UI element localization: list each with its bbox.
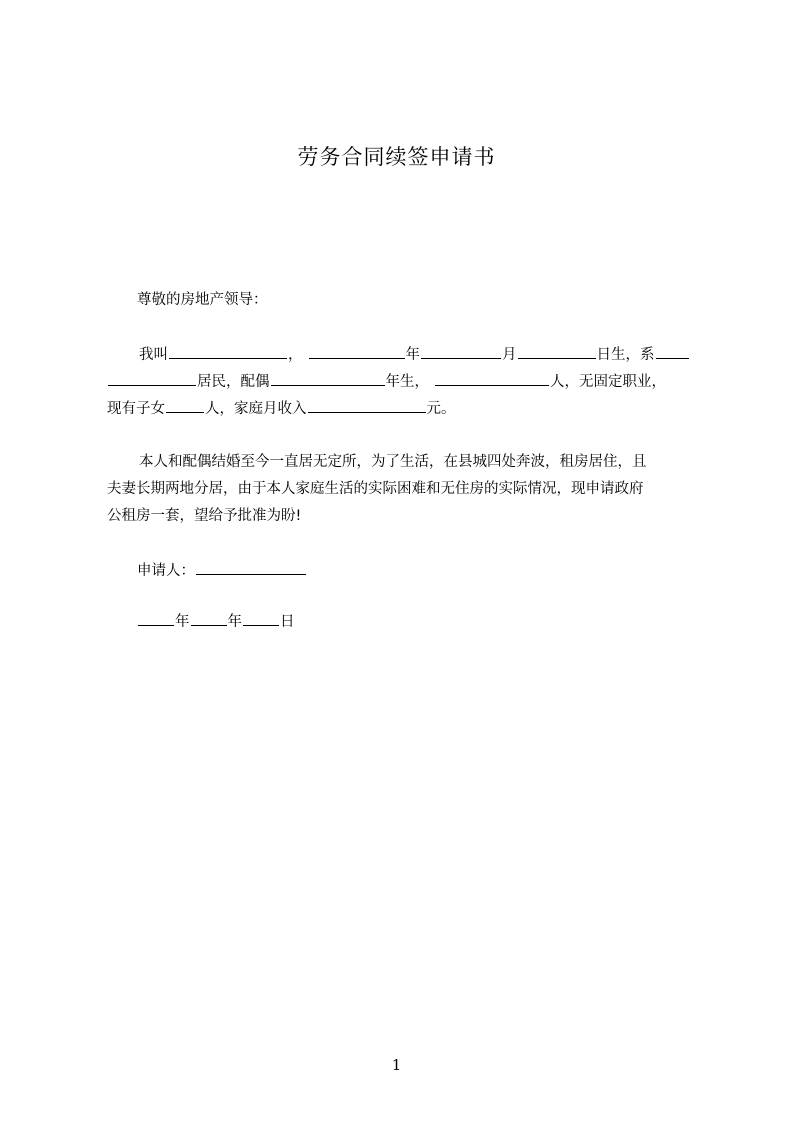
applicant-line: [137, 560, 737, 581]
date-month-blank: [191, 611, 227, 626]
birth-month-blank: [421, 344, 501, 359]
date-year-blank: [138, 611, 174, 626]
children-count-blank: [166, 398, 204, 413]
text-fragment: 日生，系: [596, 347, 655, 363]
birth-year-blank: [309, 344, 405, 359]
text-fragment: 人，家庭月收入: [205, 401, 307, 417]
page-number: 1: [391, 1056, 402, 1074]
text-fragment: 现有子女: [107, 401, 165, 417]
applicant-signature-blank: [196, 560, 306, 575]
text-fragment: 我叫: [139, 347, 168, 363]
date-line: [137, 611, 737, 632]
paragraph-2-line-2: 夫妻长期两地分居，由于本人家庭生活的实际困难和无住房的实际情况，现申请政府: [107, 481, 644, 497]
spouse-residence-blank: [435, 371, 549, 386]
residence-blank-start: [656, 344, 689, 359]
date-day-label: 日: [280, 614, 295, 630]
text-fragment: 年生，: [385, 374, 429, 390]
monthly-income-blank: [308, 398, 426, 413]
birth-day-blank: [518, 344, 596, 359]
document-title: 劳务合同续签申请书: [297, 145, 496, 169]
date-year-label: 年: [175, 614, 190, 630]
name-blank: [169, 344, 287, 359]
text-fragment: ，: [288, 347, 303, 363]
paragraph-1-line-2: [107, 371, 707, 392]
paragraph-1-line-3: [107, 398, 707, 419]
text-fragment: 月: [502, 347, 517, 363]
text-fragment: 年: [405, 347, 420, 363]
salutation: 尊敬的房地产领导：: [137, 292, 268, 308]
paragraph-1-line-1: [139, 344, 739, 365]
spouse-blank: [271, 371, 385, 386]
applicant-label: 申请人：: [137, 563, 195, 579]
text-fragment: 人，无固定职业，: [550, 374, 666, 390]
date-day-blank: [243, 611, 279, 626]
text-fragment: 居民，配偶: [197, 374, 270, 390]
text-fragment: 元。: [426, 401, 456, 417]
paragraph-2-line-1: 本人和配偶结婚至今一直居无定所，为了生活，在县城四处奔波，租房居住，且: [139, 454, 647, 470]
paragraph-2-line-3: 公租房一套，望给予批准为盼!: [107, 508, 302, 524]
residence-blank-end: [108, 371, 196, 386]
date-month-label: 年: [227, 614, 242, 630]
